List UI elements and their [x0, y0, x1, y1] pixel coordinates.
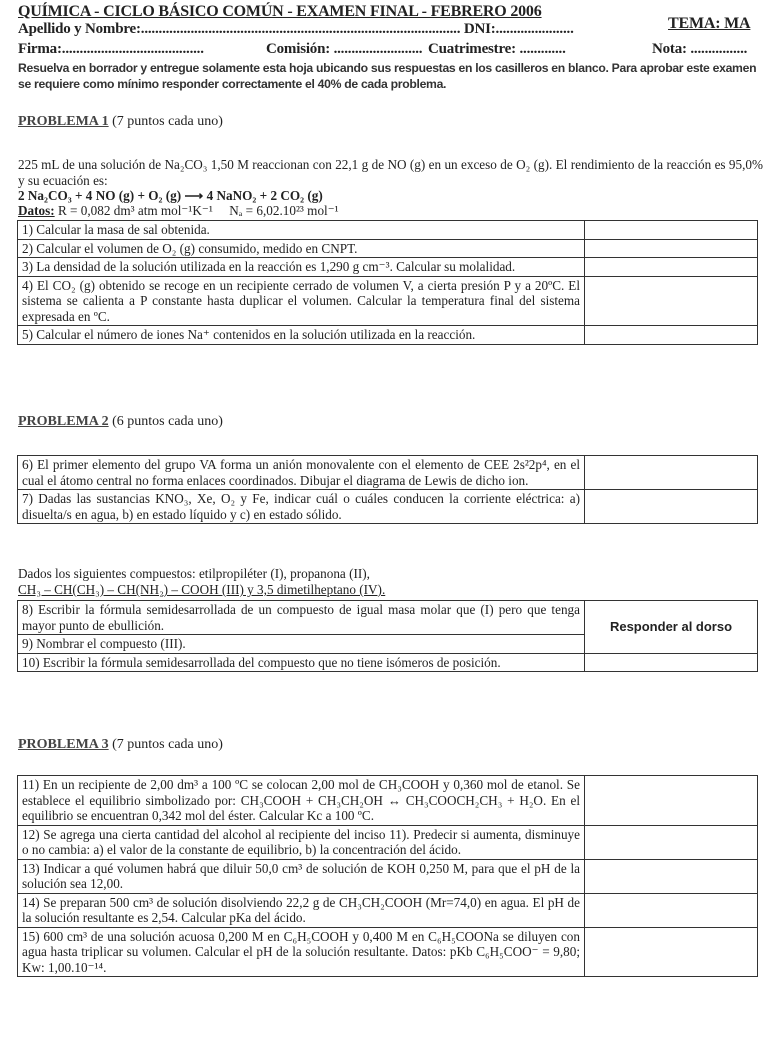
table-row — [18, 776, 758, 826]
problem-2-heading: PROBLEMA 2 (6 puntos cada uno) — [18, 414, 223, 429]
question: 3) La densidad de la solución utilizada en la reacción es 1,290 g cm⁻³. Calcular su molalidad. — [18, 258, 585, 277]
compounds-list: CH₃ – CH(CH₃) – CH(NH₂) – COOH (III) y 3,5 dimetilheptano (IV). — [18, 582, 386, 597]
answer-box[interactable] — [585, 326, 758, 345]
table-row — [18, 221, 758, 240]
question: 15) 600 cm³ de una solución acuosa 0,200 M en C₆H₅COOH y 0,400 M en C₆H₅COONa se diluyen con agua hasta triplicar su volumen. Calcular el pH de la solución resultante. Datos: pKb C₆H₅COO⁻ = 9,80; Kw: 1,00.10⁻¹⁴. — [18, 927, 585, 977]
answer-box[interactable] — [585, 221, 758, 240]
firma-field[interactable]: Firma:........................................ — [18, 41, 204, 57]
answer-box[interactable] — [585, 859, 758, 893]
table-row — [18, 927, 758, 977]
question: 14) Se preparan 500 cm³ de solución disolviendo 22,2 g de CH₃CH₂COOH (Mr=74,0) en agua. El pH de la solución resultante es 2,54. Calcular pKa del ácido. — [18, 893, 585, 927]
table-row — [18, 326, 758, 345]
answer-box[interactable] — [585, 276, 758, 326]
table-row — [18, 893, 758, 927]
answer-box[interactable] — [585, 825, 758, 859]
question: 13) Indicar a qué volumen habrá que diluir 50,0 cm³ de solución de KOH 0,250 M, para que el pH de la solución sea 12,00. — [18, 859, 585, 893]
table-row — [18, 490, 758, 524]
question: 4) El CO₂ (g) obtenido se recoge en un recipiente cerrado de volumen V, a cierta presión P y a 20ºC. El sistema se calienta a P constante hasta duplicar el volumen. Calcular la temperatura final del sistema expresada en ºC. — [18, 276, 585, 326]
question: 8) Escribir la fórmula semidesarrollada de un compuesto de igual masa molar que (I) pero que tenga mayor punto de ebullición. — [18, 601, 585, 635]
problem-1-datos: Datos: R = 0,082 dm³ atm mol⁻¹K⁻¹ Nₐ = 6,02.10²³ mol⁻¹ — [18, 203, 339, 218]
table-row — [18, 601, 758, 635]
instructions: Resuelva en borrador y entregue solamente esta hoja ubicando sus respuestas en los casilleros en blanco. Para aprobar este examen se requiere como mínimo responder correctamente el 40% de cada problema. — [18, 61, 757, 91]
question: 7) Dadas las sustancias KNO₃, Xe, O₂ y Fe, indicar cuál o cuáles conducen la corriente eléctrica: a) disuelta/s en agua, b) en estado líquido y c) en estado sólido. — [18, 490, 585, 524]
answer-box[interactable] — [585, 258, 758, 277]
question: 5) Calcular el número de iones Na⁺ contenidos en la solución utilizada en la reacción. — [18, 326, 585, 345]
answer-box[interactable] — [585, 776, 758, 826]
question: 2) Calcular el volumen de O₂ (g) consumido, medido en CNPT. — [18, 239, 585, 258]
question: 10) Escribir la fórmula semidesarrollada del compuesto que no tiene isómeros de posición. — [18, 653, 585, 672]
answer-box[interactable] — [585, 490, 758, 524]
answer-note: Responder al dorso — [585, 601, 758, 654]
table-row — [18, 239, 758, 258]
compounds-intro: Dados los siguientes compuestos: etilpropiléter (I), propanona (II), — [18, 566, 370, 581]
answer-box[interactable] — [585, 456, 758, 490]
problem-2-table-b — [17, 600, 758, 672]
table-row — [18, 825, 758, 859]
cuatrimestre-field[interactable]: Cuatrimestre: ............. — [428, 41, 566, 57]
answer-box[interactable] — [585, 653, 758, 672]
table-row — [18, 276, 758, 326]
problem-1-heading: PROBLEMA 1 (7 puntos cada uno) — [18, 114, 223, 129]
question: 6) El primer elemento del grupo VA forma un anión monovalente con el elemento de CEE 2s²2p⁴, en el cual el átomo central no forma enlaces coordinados. Dibujar el diagrama de Lewis de dicho ion. — [18, 456, 585, 490]
problem-2-table-a — [17, 455, 758, 524]
answer-box[interactable] — [585, 239, 758, 258]
name-dni-field[interactable]: Apellido y Nombre:.......................................................................................... DNI:...................... — [18, 21, 574, 37]
problem-1-equation: 2 Na₂CO₃ + 4 NO (g) + O₂ (g) ⟶ 4 NaNO₂ + 2 CO₂ (g) — [18, 188, 323, 203]
question: 12) Se agrega una cierta cantidad del alcohol al recipiente del inciso 11). Predecir si aumenta, disminuye o no cambia: a) el valor de la constante de equilibrio, b) la concentración del ácido. — [18, 825, 585, 859]
problem-3-heading: PROBLEMA 3 (7 puntos cada uno) — [18, 737, 223, 752]
nota-field[interactable]: Nota: ................ — [652, 41, 748, 57]
exam-tema: TEMA: MA — [668, 15, 751, 32]
question: 9) Nombrar el compuesto (III). — [18, 635, 585, 654]
problem-1-intro: 225 mL de una solución de Na₂CO₃ 1,50 M reaccionan con 22,1 g de NO (g) en un exceso de O₂ (g). El rendimiento de la reacción es 95,0% y su ecuación es: — [18, 157, 763, 188]
answer-box[interactable] — [585, 893, 758, 927]
table-row — [18, 258, 758, 277]
problem-1-table — [17, 220, 758, 345]
answer-box[interactable] — [585, 927, 758, 977]
problem-3-table — [17, 775, 758, 977]
exam-title: QUÍMICA - CICLO BÁSICO COMÚN - EXAMEN FINAL - FEBRERO 2006 — [18, 3, 542, 20]
table-row — [18, 653, 758, 672]
question: 1) Calcular la masa de sal obtenida. — [18, 221, 585, 240]
comision-field[interactable]: Comisión: ......................... — [266, 41, 423, 57]
question: 11) En un recipiente de 2,00 dm³ a 100 ºC se colocan 2,00 mol de CH₃COOH y 0,360 mol de etanol. Se establece el equilibrio simbolizado por: CH₃COOH + CH₃CH₂OH ↔ CH₃COOCH₂CH₃ + H₂O. En el equilibrio se encuentran 0,342 mol del éster. Calcular Kc a 100 ºC. — [18, 776, 585, 826]
table-row — [18, 456, 758, 490]
table-row — [18, 859, 758, 893]
